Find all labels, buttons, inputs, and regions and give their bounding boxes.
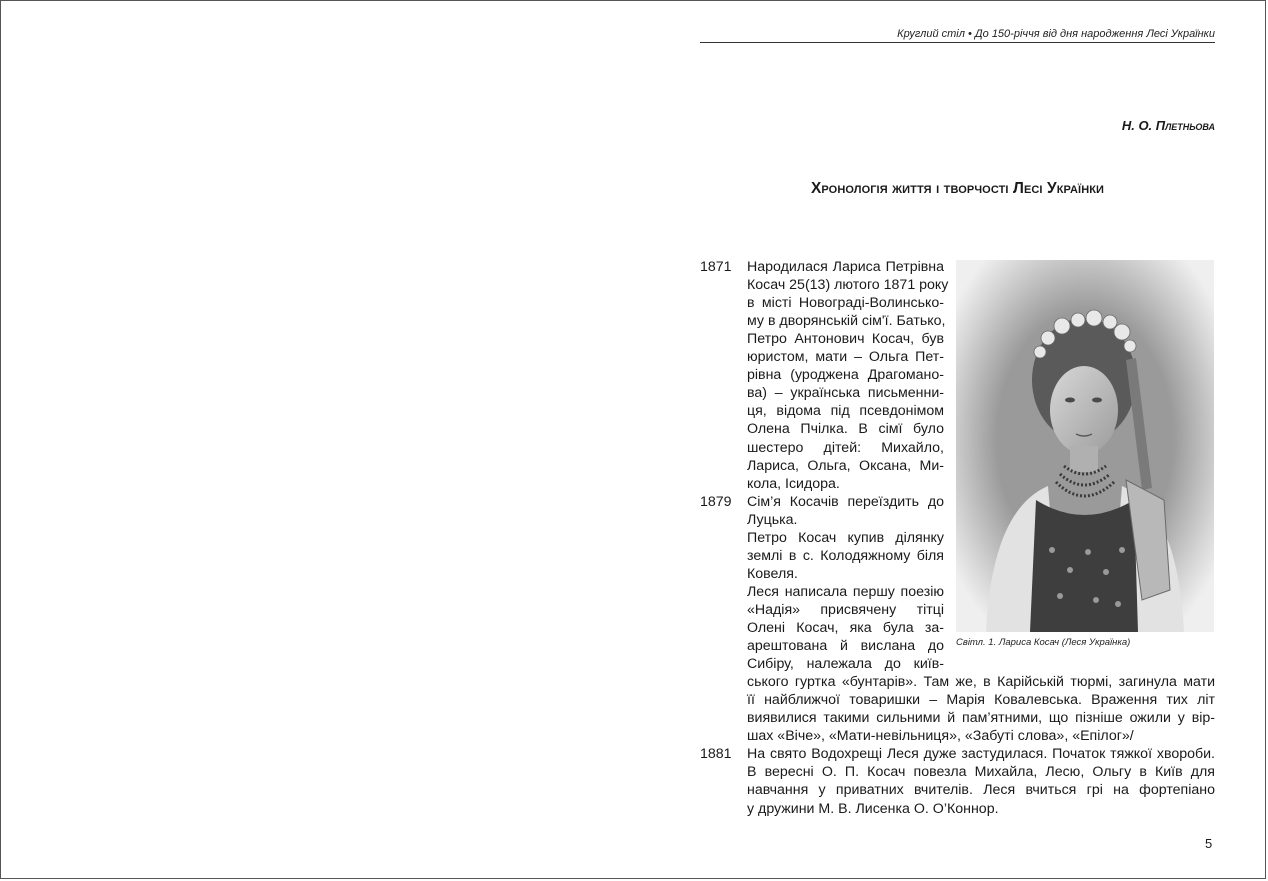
text-line: Ковеля. bbox=[747, 565, 798, 582]
text-line: рівна (уроджена Драгомано- bbox=[747, 367, 944, 384]
year-label: 1881 bbox=[700, 746, 732, 763]
year-label: 1879 bbox=[700, 493, 732, 510]
text-line: му в дворянській сім'ї. Батько, bbox=[747, 313, 946, 330]
text-line: Косач 25(13) лютого 1871 року bbox=[747, 277, 949, 294]
text-line: ва) – українська письменни- bbox=[747, 385, 944, 402]
text-line: юристом, мати – Ольга Пет- bbox=[747, 349, 944, 366]
running-head: Круглий стіл • До 150-річчя від дня народження Лесі Українки bbox=[897, 28, 1215, 40]
text-line: арештована й вислана до bbox=[747, 638, 944, 655]
text-line: «Надія» присвячену тітці bbox=[747, 601, 944, 618]
text-line: навчання у приватних вчителів. Леся вчиться грі на фортепіано bbox=[747, 782, 1215, 799]
text-line: її найближчої товаришки – Марія Ковалевська. Враження тих літ bbox=[747, 692, 1215, 709]
text-line: кола, Ісидора. bbox=[747, 475, 840, 492]
text-line: у дружини М. В. Лисенка О. О’Коннор. bbox=[747, 800, 999, 817]
text-line: На свято Водохрещі Леся дуже застудилася. Початок тяжкої хвороби. bbox=[747, 746, 1215, 763]
text-line: Леся написала першу поезію bbox=[747, 583, 944, 600]
text-line: виявилися такими сильними й пам’ятними, що пізніше ожили у вір- bbox=[747, 710, 1215, 727]
year-label: 1871 bbox=[700, 259, 732, 275]
author-name: Н. О. Плетньова bbox=[1121, 118, 1215, 133]
text-line: Олені Косач, яка була за- bbox=[747, 620, 944, 636]
text-line: Петро Косач купив ділянку bbox=[747, 529, 944, 546]
text-line: Сім’я Косачів переїздить до bbox=[747, 493, 944, 510]
text-line: шах «Віче», «Мати-невільниця», «Забуті слова», «Епілог»/ bbox=[747, 728, 1134, 745]
text-line: Сибіру, належала до київ- bbox=[747, 656, 944, 673]
text-line: Петро Антонович Косач, був bbox=[747, 331, 944, 348]
portrait-photo bbox=[956, 260, 1214, 632]
text-line: ського гуртка «бунтарів». Там же, в Карійській тюрмі, загинула мати bbox=[747, 674, 1215, 691]
figure-caption: Світл. 1. Лариса Косач (Леся Українка) bbox=[956, 637, 1131, 648]
text-line: Лариса, Ольга, Оксана, Ми- bbox=[747, 457, 944, 474]
text-line: Луцька. bbox=[747, 511, 798, 528]
article-title: Хронологія життя і творчості Лесі Українки bbox=[810, 180, 1105, 197]
text-line: шестеро дітей: Михайло, bbox=[747, 439, 944, 456]
page-number: 5 bbox=[1205, 836, 1213, 851]
text-line: Народилася Лариса Петрівна bbox=[747, 259, 944, 275]
text-line: В вересні О. П. Косач повезла Михайла, Лесю, Ольгу в Київ для bbox=[747, 764, 1215, 781]
text-line: ця, відома під псевдонімом bbox=[747, 403, 944, 420]
text-line: Олена Пчілка. В сімї було bbox=[747, 421, 944, 438]
text-line: землі в с. Колодяжному біля bbox=[747, 547, 944, 564]
text-line: в місті Новограді-Волинсько- bbox=[747, 295, 944, 312]
header-rule bbox=[700, 42, 1215, 43]
